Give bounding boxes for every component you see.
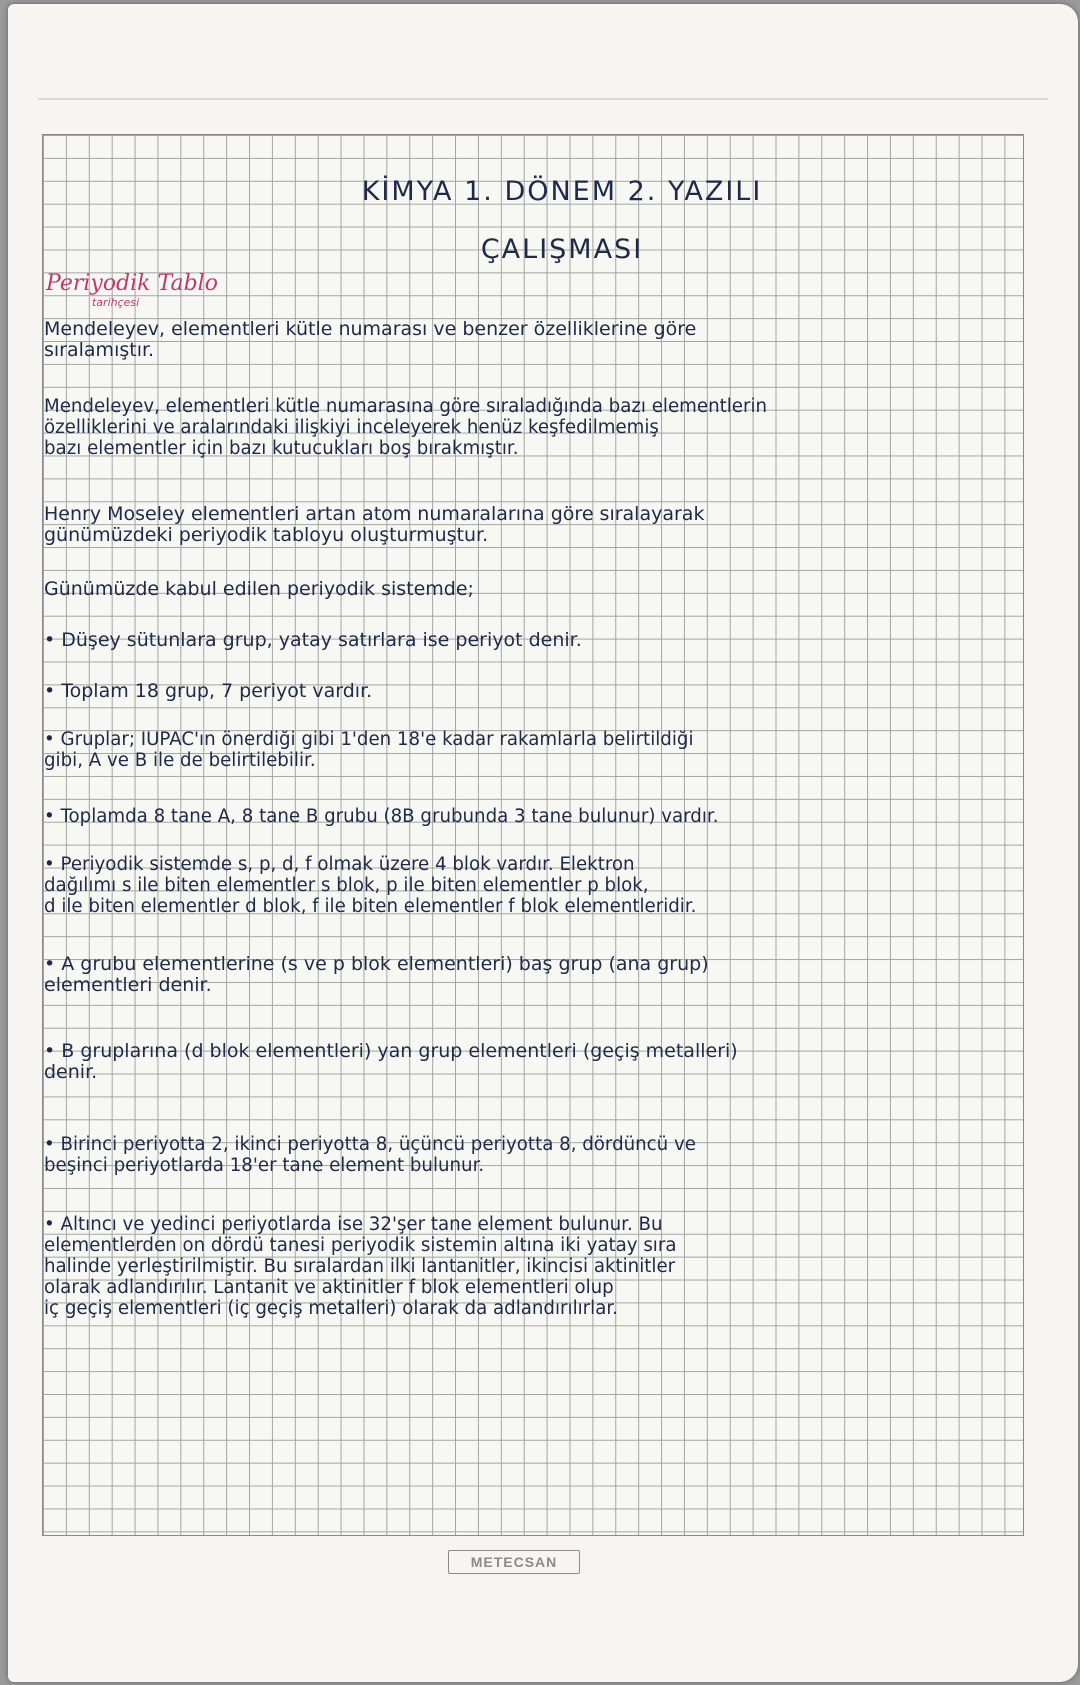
text-line: • Gruplar; IUPAC'ın önerdiği gibi 1'den 18'e kadar rakamlarla belirtildiği — [44, 729, 694, 750]
bullet-groups-periods — [44, 630, 1014, 651]
section-heading: Periyodik Tablo — [46, 271, 218, 296]
bullet-a-b-groups — [44, 806, 1014, 827]
bullet-period-counts — [44, 1134, 1014, 1176]
paragraph-mendeleyev-1 — [44, 319, 1014, 361]
text-line: beşinci periyotlarda 18'er tane element bulunur. — [44, 1155, 485, 1176]
brand-logo: METECSAN — [448, 1550, 580, 1574]
text-line: iç geçiş elementleri (iç geçiş metalleri) olarak da adlandırılırlar. — [44, 1298, 618, 1319]
bullet-lanthanides-actinides — [44, 1214, 1014, 1319]
title-line-2: ÇALIŞMASI — [480, 234, 644, 265]
text-line: • Birinci periyotta 2, ikinci periyotta 8, üçüncü periyotta 8, dördüncü ve — [44, 1134, 696, 1155]
text-line: Mendeleyev, elementleri kütle numarasına göre sıraladığında bazı elementlerin — [44, 396, 768, 417]
bullet-transition-metals — [44, 1041, 1014, 1083]
text-line: • Toplamda 8 tane A, 8 tane B grubu (8B grubunda 3 tane bulunur) vardır. — [44, 806, 719, 827]
text-line: olarak adlandırılır. Lantanit ve aktinitler f blok elementleri olup — [44, 1277, 614, 1298]
handwritten-notes — [42, 134, 1022, 1534]
text-line: elementlerden on dördü tanesi periyodik sistemin altına iki yatay sıra — [44, 1235, 677, 1256]
bullet-blocks — [44, 854, 1014, 917]
bullet-main-groups — [44, 954, 1014, 996]
text-line: Günümüzde kabul edilen periyodik sistemde; — [44, 578, 474, 600]
text-line: • Toplam 18 grup, 7 periyot vardır. — [44, 680, 373, 702]
text-line: özelliklerini ve aralarındaki ilişkiyi inceleyerek henüz keşfedilmemiş — [44, 417, 659, 438]
text-line: • A grubu elementlerine (s ve p blok elementleri) baş grup (ana grup) — [44, 953, 709, 975]
top-margin-line — [38, 98, 1048, 100]
title-line-1: KİMYA 1. DÖNEM 2. YAZILI — [361, 176, 763, 207]
paragraph-moseley — [44, 504, 1014, 546]
text-line: Henry Moseley elementleri artan atom numaralarına göre sıralayarak — [44, 503, 705, 525]
notebook-page — [8, 4, 1078, 1682]
text-line: • Periyodik sistemde s, p, d, f olmak üzere 4 blok vardır. Elektron — [44, 854, 635, 875]
text-line: d ile biten elementler d blok, f ile biten elementler f blok elementleridir. — [44, 896, 697, 917]
paragraph-mendeleyev-2 — [44, 396, 1014, 459]
paragraph-intro — [44, 579, 1014, 600]
bullet-totals — [44, 681, 1014, 702]
text-line: gibi, A ve B ile de belirtilebilir. — [44, 750, 316, 771]
text-line: bazı elementler için bazı kutucukları boş bırakmıştır. — [44, 438, 519, 459]
text-line: • Altıncı ve yedinci periyotlarda ise 32'şer tane element bulunur. Bu — [44, 1214, 663, 1235]
text-line: sıralamıştır. — [44, 339, 155, 361]
text-line: • B gruplarına (d blok elementleri) yan grup elementleri (geçiş metalleri) — [44, 1040, 738, 1062]
text-line: elementleri denir. — [44, 974, 212, 996]
bullet-iupac — [44, 729, 1014, 771]
text-line: denir. — [44, 1061, 98, 1083]
text-line: dağılımı s ile biten elementler s blok, p ile biten elementler p blok, — [44, 875, 649, 896]
text-line: günümüzdeki periyodik tabloyu oluşturmuştur. — [44, 524, 489, 546]
text-line: Mendeleyev, elementleri kütle numarası ve benzer özelliklerine göre — [44, 318, 697, 340]
text-line: • Düşey sütunlara grup, yatay satırlara ise periyot denir. — [44, 629, 582, 651]
heading-annotation: tarihçesi — [92, 296, 140, 309]
text-line: halinde yerleştirilmiştir. Bu sıralardan ilki lantanitler, ikincisi aktinitler — [44, 1256, 676, 1277]
